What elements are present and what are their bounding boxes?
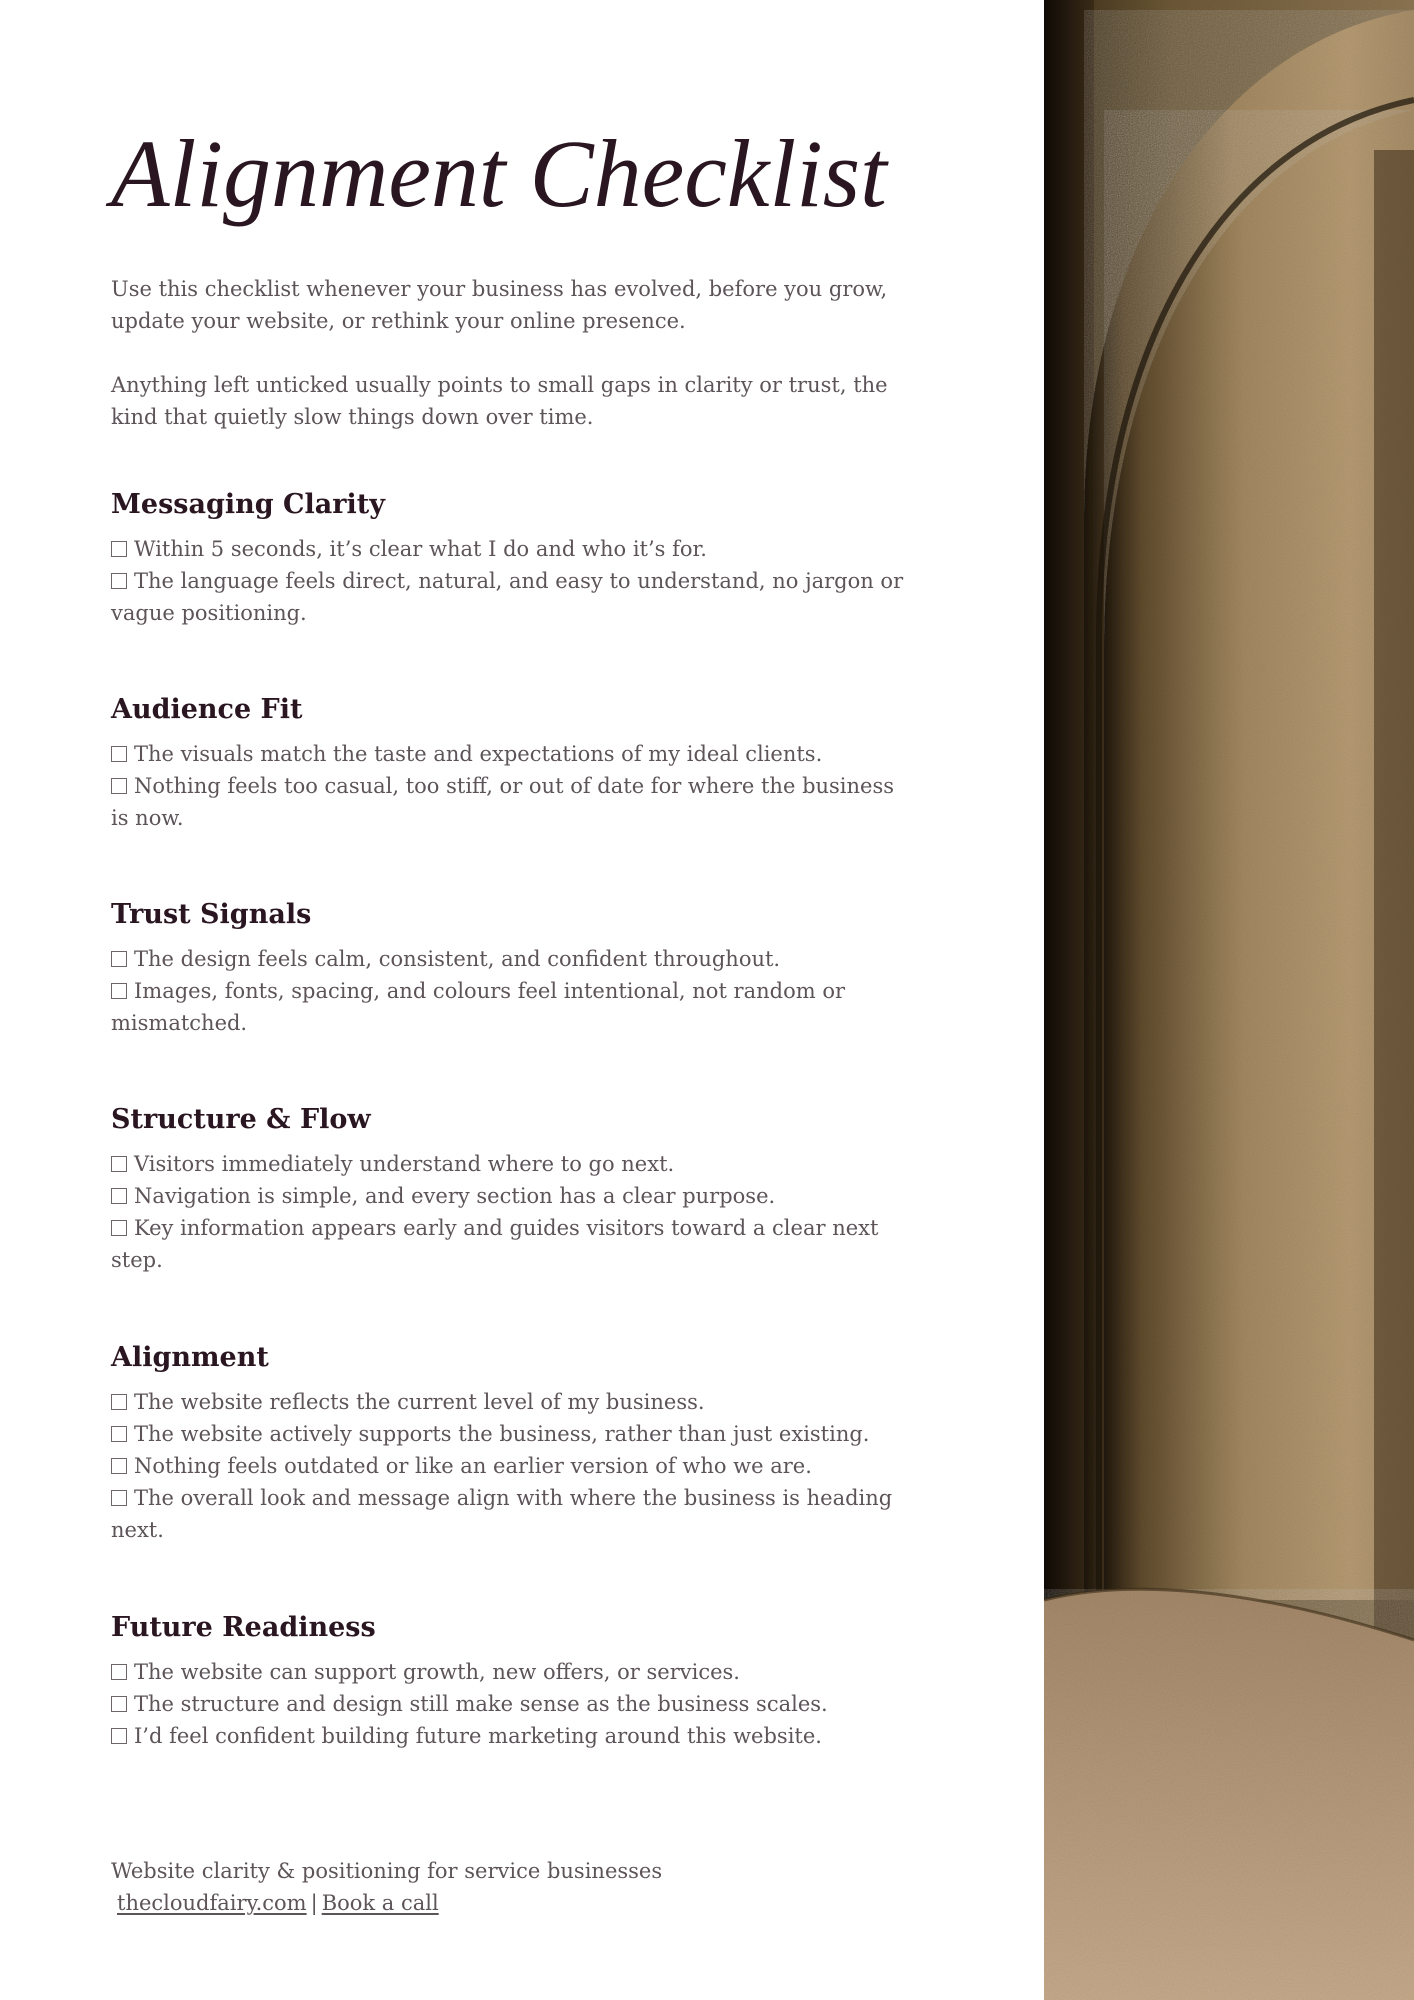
checklist-item bbox=[111, 770, 911, 834]
checkbox[interactable] bbox=[111, 1188, 127, 1204]
section-alignment bbox=[111, 1340, 911, 1546]
checklist-item-text: The website reflects the current level of my business. bbox=[134, 1390, 705, 1414]
checkbox[interactable] bbox=[111, 1394, 127, 1410]
checkbox[interactable] bbox=[111, 1664, 127, 1680]
website-link[interactable]: thecloudfairy.com bbox=[117, 1891, 307, 1915]
checklist bbox=[111, 738, 911, 834]
checklist bbox=[111, 1656, 911, 1752]
checklist-item-text: The structure and design still make sense as the business scales. bbox=[134, 1692, 828, 1716]
section-heading: Messaging Clarity bbox=[111, 489, 385, 520]
checklist bbox=[111, 1148, 911, 1276]
checkbox[interactable] bbox=[111, 983, 127, 999]
checklist-item-text: Within 5 seconds, it’s clear what I do and who it’s for. bbox=[134, 537, 707, 561]
checklist-item bbox=[111, 565, 911, 629]
checkbox[interactable] bbox=[111, 541, 127, 557]
checklist-item-text: The language feels direct, natural, and easy to understand, no jargon or vague positioning. bbox=[111, 569, 904, 625]
checklist-item bbox=[111, 1418, 911, 1450]
checklist-item-text: Navigation is simple, and every section has a clear purpose. bbox=[134, 1184, 776, 1208]
checklist bbox=[111, 533, 911, 629]
checklist-item bbox=[111, 738, 911, 770]
section-heading: Trust Signals bbox=[111, 899, 312, 930]
checklist-item bbox=[111, 1180, 911, 1212]
checkbox[interactable] bbox=[111, 1156, 127, 1172]
footer bbox=[111, 1855, 911, 1919]
checkbox[interactable] bbox=[111, 746, 127, 762]
checklist-item-text: The website can support growth, new offers, or services. bbox=[134, 1660, 740, 1684]
checklist-item bbox=[111, 1450, 911, 1482]
checklist-item bbox=[111, 1212, 911, 1276]
checklist-item-text: The website actively supports the business, rather than just existing. bbox=[134, 1422, 870, 1446]
checklist-item bbox=[111, 943, 911, 975]
checkbox[interactable] bbox=[111, 1728, 127, 1744]
section-messaging-clarity bbox=[111, 487, 911, 629]
intro-paragraph-1: Use this checklist whenever your business has evolved, before you grow, update your website, or rethink your online presence. bbox=[111, 277, 888, 333]
section-trust-signals bbox=[111, 897, 911, 1039]
checklist-item bbox=[111, 1482, 911, 1546]
checklist-item bbox=[111, 975, 911, 1039]
checklist-item-text: Key information appears early and guides visitors toward a clear next step. bbox=[111, 1216, 879, 1272]
section-heading: Structure & Flow bbox=[111, 1104, 371, 1135]
checklist bbox=[111, 943, 911, 1039]
section-heading: Alignment bbox=[111, 1342, 269, 1373]
page-title: Alignment Checklist bbox=[111, 120, 887, 227]
footer-tagline: Website clarity & positioning for service businesses bbox=[111, 1859, 663, 1883]
section-future-readiness bbox=[111, 1610, 911, 1752]
decorative-arch-photo bbox=[1044, 0, 1414, 2000]
checklist-item bbox=[111, 533, 911, 565]
checklist-item bbox=[111, 1148, 911, 1180]
checklist bbox=[111, 1386, 911, 1546]
checkbox[interactable] bbox=[111, 951, 127, 967]
section-structure-flow bbox=[111, 1102, 911, 1276]
checklist-item-text: The design feels calm, consistent, and confident throughout. bbox=[134, 947, 781, 971]
checklist-item-text: Visitors immediately understand where to go next. bbox=[134, 1152, 675, 1176]
checkbox[interactable] bbox=[111, 1426, 127, 1442]
checklist-item-text: Nothing feels outdated or like an earlier version of who we are. bbox=[134, 1454, 812, 1478]
checkbox[interactable] bbox=[111, 778, 127, 794]
intro-paragraph-2: Anything left unticked usually points to small gaps in clarity or trust, the kind that quietly slow things down over time. bbox=[111, 373, 888, 429]
section-heading: Audience Fit bbox=[111, 694, 303, 725]
checklist-item bbox=[111, 1688, 911, 1720]
checklist-item-text: I’d feel confident building future marketing around this website. bbox=[134, 1724, 822, 1748]
checkbox[interactable] bbox=[111, 1458, 127, 1474]
footer-links bbox=[111, 1887, 911, 1919]
checklist-item bbox=[111, 1720, 911, 1752]
section-heading: Future Readiness bbox=[111, 1612, 376, 1643]
link-separator: | bbox=[310, 1891, 318, 1915]
section-audience-fit bbox=[111, 692, 911, 834]
checklist-item-text: The overall look and message align with where the business is heading next. bbox=[111, 1486, 893, 1542]
book-call-link[interactable]: Book a call bbox=[321, 1891, 439, 1915]
checkbox[interactable] bbox=[111, 1490, 127, 1506]
checklist-item-text: The visuals match the taste and expectations of my ideal clients. bbox=[134, 742, 823, 766]
checklist-item bbox=[111, 1656, 911, 1688]
checkbox[interactable] bbox=[111, 573, 127, 589]
checkbox[interactable] bbox=[111, 1220, 127, 1236]
arch-illustration bbox=[1044, 0, 1414, 2000]
checkbox[interactable] bbox=[111, 1696, 127, 1712]
checklist-item-text: Images, fonts, spacing, and colours feel intentional, not random or mismatched. bbox=[111, 979, 845, 1035]
checklist-item-text: Nothing feels too casual, too stiff, or out of date for where the business is now. bbox=[111, 774, 895, 830]
checklist-item bbox=[111, 1386, 911, 1418]
